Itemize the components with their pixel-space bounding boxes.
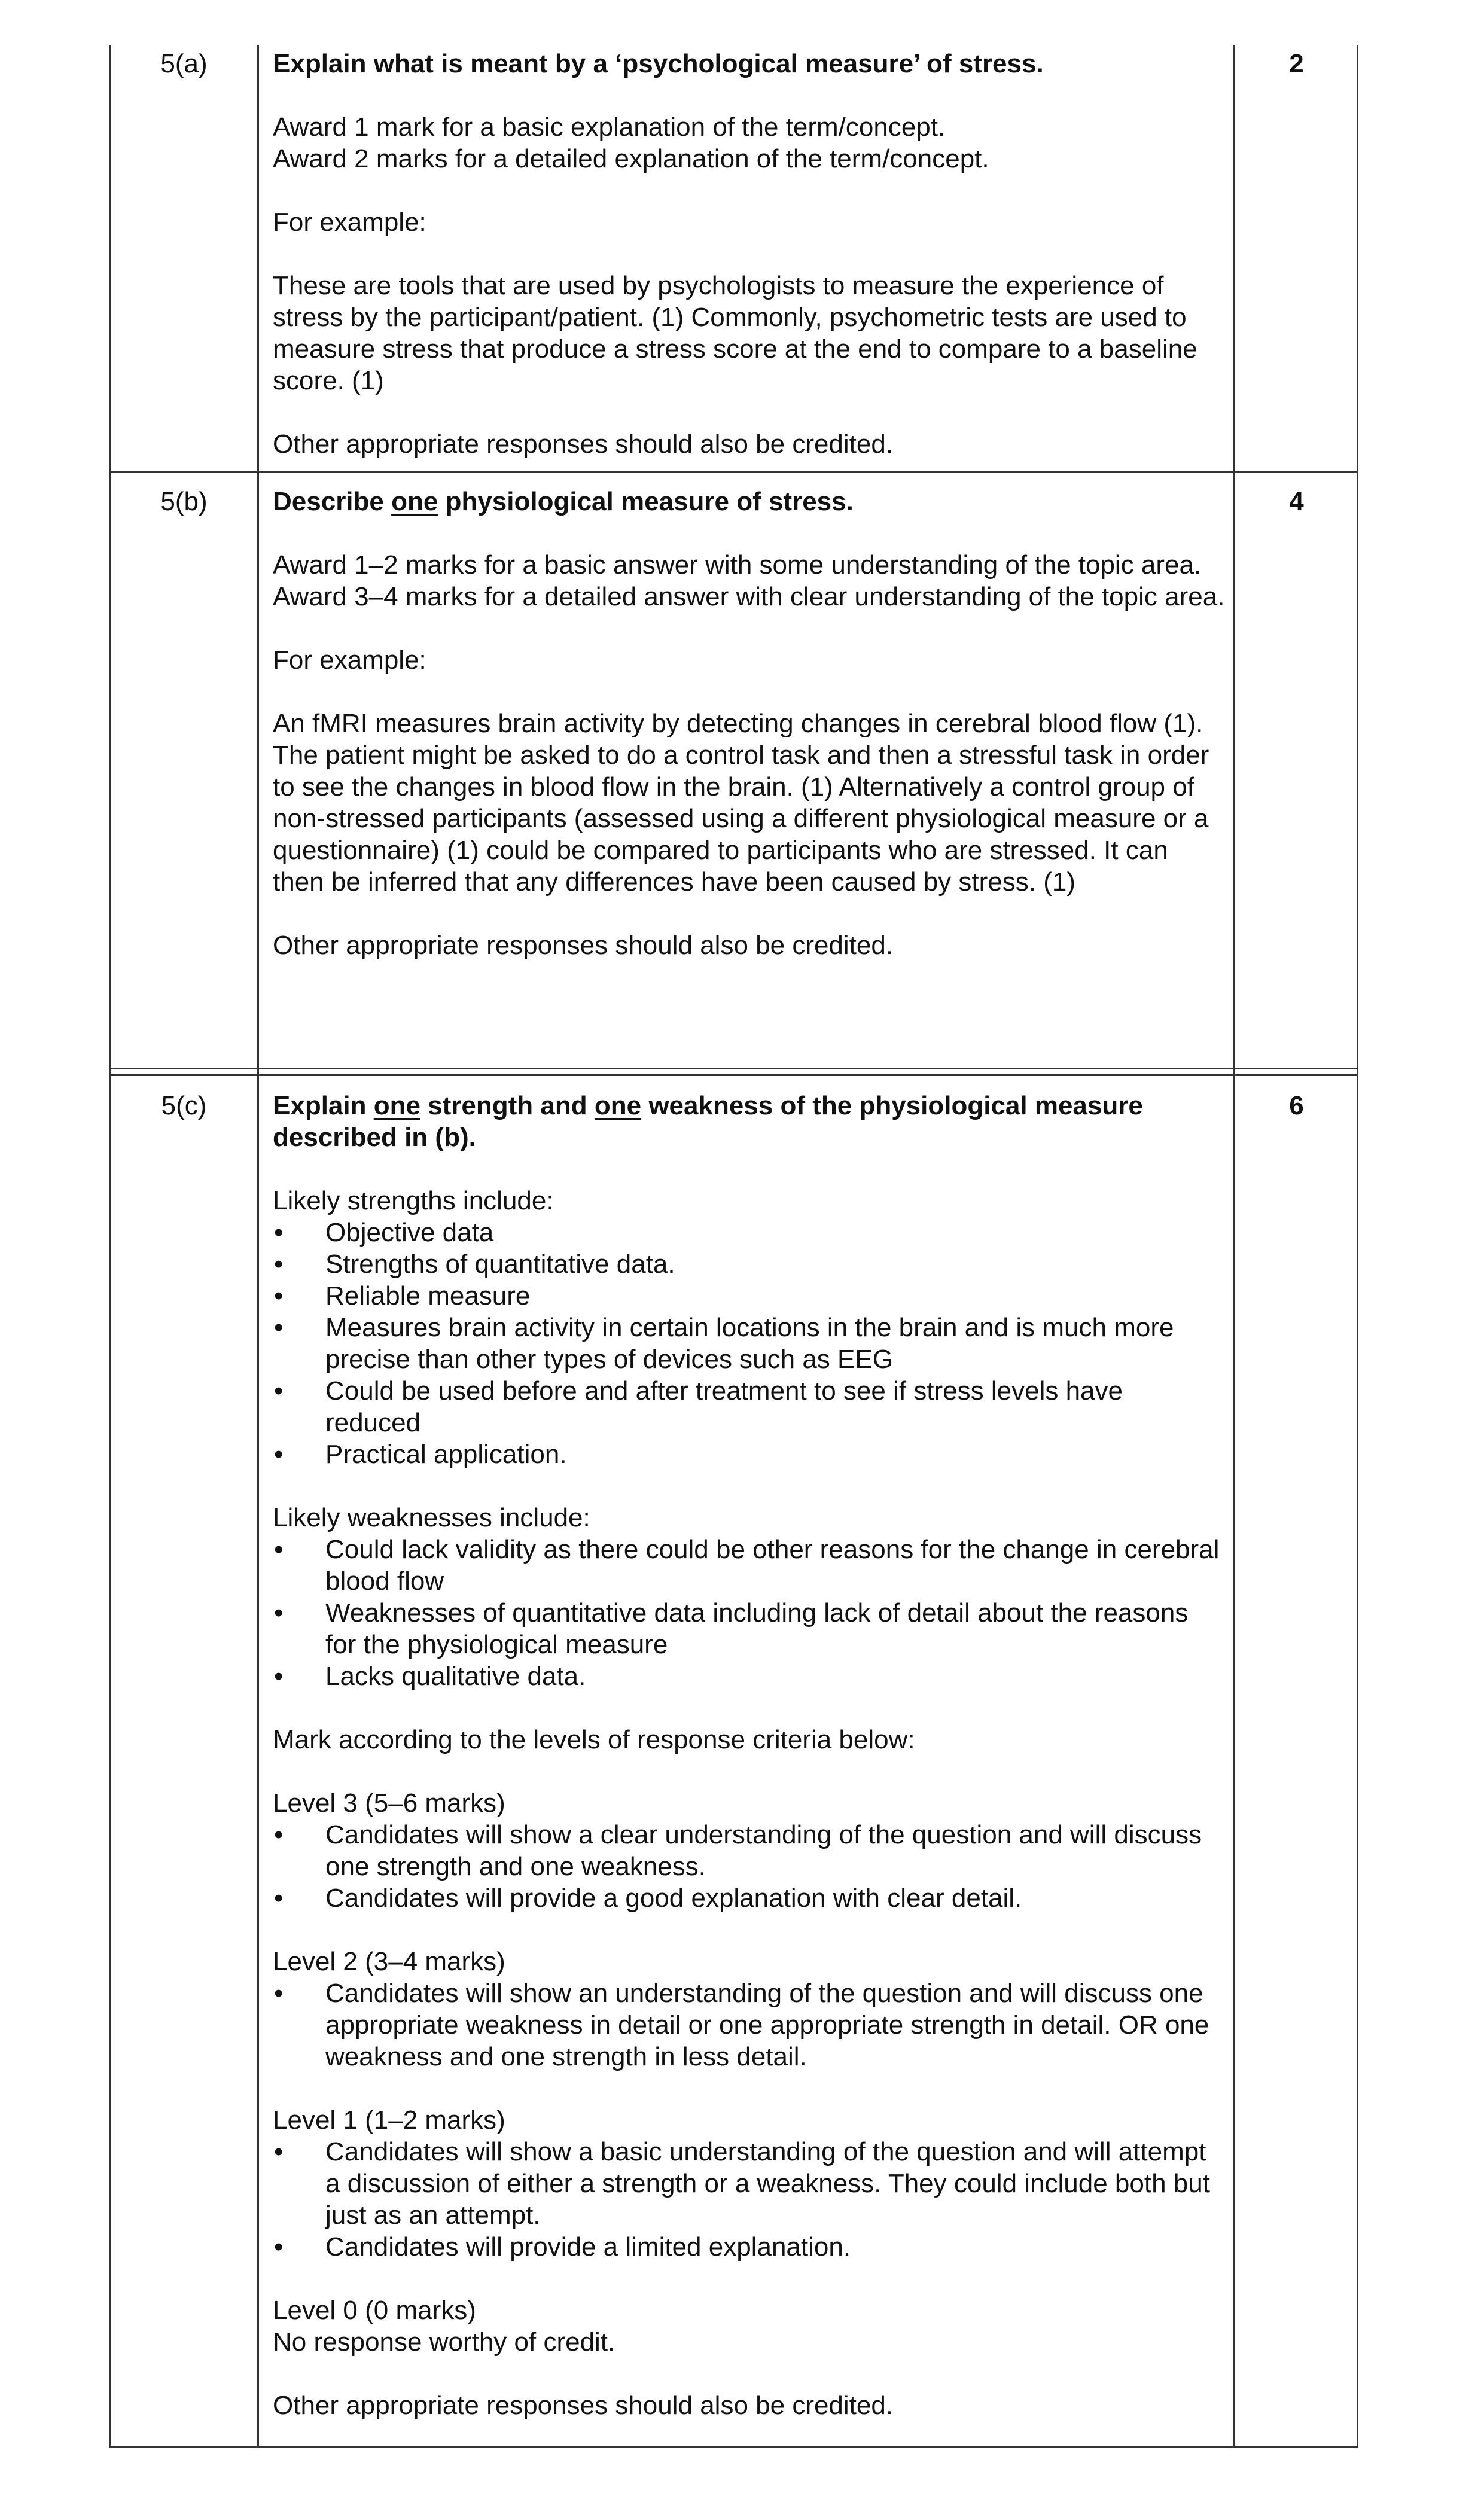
list-item: • Measures brain activity in certain locations in the brain and is much more precise than other types of devices such as EEG (273, 1312, 1225, 1375)
answer-cell-5c (273, 1090, 1225, 2421)
table-border-left (109, 45, 111, 2448)
marks-5a: 2 (1289, 49, 1304, 78)
other-responses-note: Other appropriate responses should also be credited. (273, 429, 894, 459)
list-item: • Candidates will provide a limited explanation. (273, 2231, 1225, 2263)
question-number-5a: 5(a) (160, 49, 208, 78)
row-divider-a-b (109, 471, 1358, 473)
level-1-heading: Level 1 (1–2 marks) (273, 2105, 505, 2135)
marks-5c: 6 (1289, 1091, 1304, 1120)
column-divider-question (257, 45, 259, 2448)
row-divider-b-c-upper (109, 1068, 1358, 1069)
marks-5b: 4 (1289, 487, 1304, 516)
criteria-intro: Mark according to the levels of response criteria below: (273, 1725, 915, 1754)
level-0-text: No response worthy of credit. (273, 2327, 615, 2357)
list-item: • Strengths of quantitative data. (273, 1248, 1225, 1280)
list-item: • Objective data (273, 1217, 1225, 1248)
question-number-5b: 5(b) (160, 487, 208, 516)
list-item: • Lacks qualitative data. (273, 1660, 1225, 1692)
answer-cell-5a (273, 48, 1225, 460)
other-responses-note: Other appropriate responses should also be credited. (273, 931, 894, 960)
level-2-heading: Level 2 (3–4 marks) (273, 1947, 505, 1976)
level-3-list (273, 1819, 1225, 1914)
question-number-5c: 5(c) (161, 1091, 207, 1120)
row-divider-b-c-lower (109, 1074, 1358, 1076)
other-responses-note: Other appropriate responses should also be credited. (273, 2391, 894, 2420)
award-line: Award 3–4 marks for a detailed answer with clear understanding of the topic area. (273, 582, 1225, 611)
answer-cell-5b (273, 486, 1225, 961)
list-item: • Candidates will show a clear understanding of the question and will discuss one strength and one weakness. (273, 1819, 1225, 1882)
list-item: • Could lack validity as there could be other reasons for the change in cerebral blood flow (273, 1534, 1225, 1597)
award-line: Award 2 marks for a detailed explanation of the term/concept. (273, 144, 989, 173)
list-item: • Candidates will show a basic understanding of the question and will attempt a discussion of either a strength or a weakness. They could include both but just as an attempt. (273, 2136, 1225, 2231)
question-text: Explain one strength and one weakness of the physiological measure described in (b). (273, 1091, 1143, 1152)
strengths-heading: Likely strengths include: (273, 1186, 554, 1215)
list-item: • Weaknesses of quantitative data including lack of detail about the reasons for the physiological measure (273, 1597, 1225, 1660)
table-border-bottom (109, 2446, 1358, 2448)
list-item: • Candidates will show an understanding of the question and will discuss one appropriate weakness in detail or one appropriate strength in detail. OR one weakness and one strength in less detail. (273, 1977, 1225, 2073)
list-item: • Could be used before and after treatment to see if stress levels have reduced (273, 1375, 1225, 1439)
award-line: Award 1 mark for a basic explanation of the term/concept. (273, 112, 946, 142)
weaknesses-heading: Likely weaknesses include: (273, 1503, 590, 1532)
level-3-heading: Level 3 (5–6 marks) (273, 1788, 505, 1818)
list-item: • Reliable measure (273, 1280, 1225, 1312)
award-line: Award 1–2 marks for a basic answer with some understanding of the topic area. (273, 550, 1202, 580)
question-text: Describe one physiological measure of stress. (273, 487, 854, 516)
for-example-label: For example: (273, 208, 426, 237)
level-0-heading: Level 0 (0 marks) (273, 2296, 476, 2325)
example-text: An fMRI measures brain activity by detecting changes in cerebral blood flow (1). The patient might be asked to do a control task and then a stressful task in order to see the changes in blood flow in the brain. (1) Alternatively a control group of non-stressed participants (assessed using a different physiological measure or a questionnaire) (1) could be compared to participants who are stressed. It can then be inferred that any differences have been caused by stress. (1) (273, 709, 1209, 897)
column-divider-marks (1233, 45, 1235, 2448)
strengths-list (273, 1217, 1225, 1470)
list-item: • Candidates will provide a good explanation with clear detail. (273, 1882, 1225, 1914)
example-text: These are tools that are used by psychologists to measure the experience of stress by the participant/patient. (1) Commonly, psychometric tests are used to measure stress that produce a stress score at the end to compare to a baseline score. (1) (273, 271, 1197, 395)
weaknesses-list (273, 1534, 1225, 1692)
level-1-list (273, 2136, 1225, 2263)
list-item: • Practical application. (273, 1439, 1225, 1470)
table-border-right (1357, 45, 1358, 2448)
level-2-list (273, 1977, 1225, 2073)
question-text: Explain what is meant by a ‘psychological measure’ of stress. (273, 49, 1044, 78)
for-example-label: For example: (273, 645, 426, 675)
